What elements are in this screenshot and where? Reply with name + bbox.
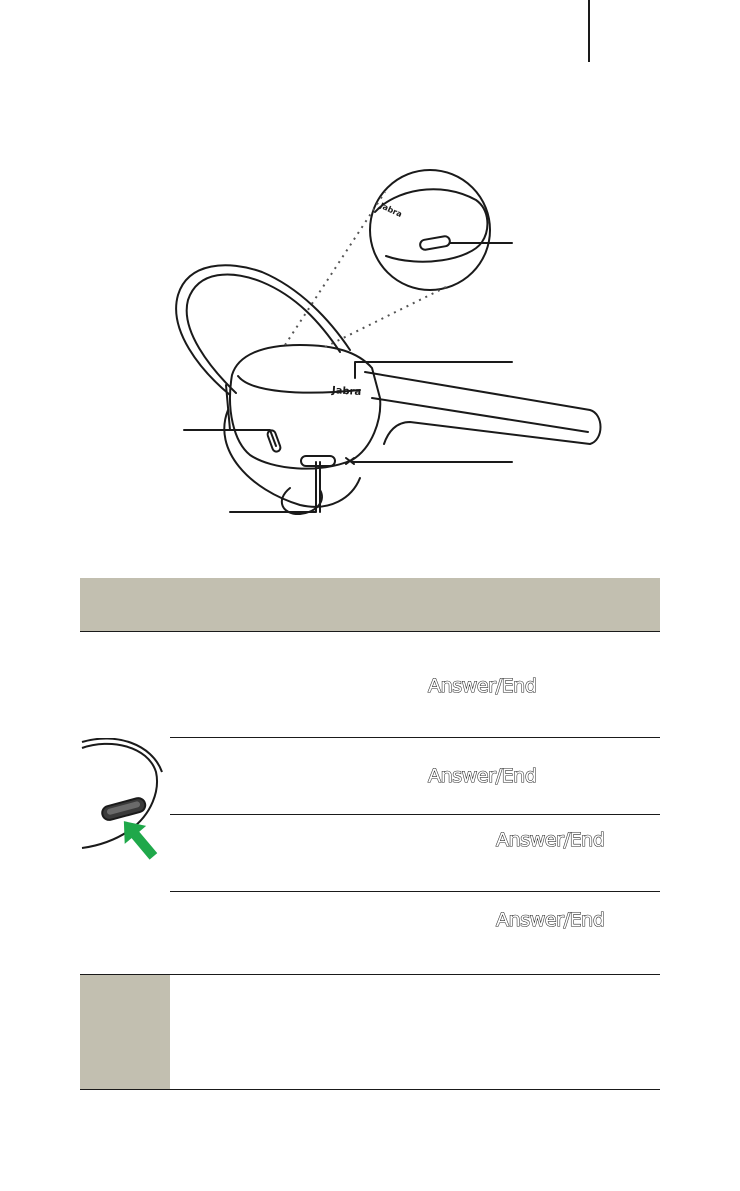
button-closeup-illustration: [80, 738, 170, 868]
zoom-circle: [370, 170, 490, 290]
table-bottom-rule: [80, 1089, 660, 1090]
answer-end-button: [301, 456, 335, 466]
row-rule-2: [170, 814, 660, 815]
boom-arm: [365, 372, 601, 444]
headset-body: [230, 345, 380, 469]
button-label-row-1: Answer/End: [428, 675, 537, 697]
headset-illustration: [0, 0, 740, 560]
row-rule-1: [170, 737, 660, 738]
table-header-rule: [80, 631, 660, 632]
button-label-row-3: Answer/End: [496, 829, 605, 851]
note-cell: [80, 975, 170, 1089]
body-logo: Jabra: [331, 385, 362, 399]
table-header-band: [80, 578, 660, 631]
zoom-logo: Jabra: [378, 201, 404, 220]
button-label-row-4: Answer/End: [496, 909, 605, 931]
row-rule-3: [170, 891, 660, 892]
button-closeup: [101, 797, 147, 822]
press-arrow-icon: [113, 812, 164, 865]
button-label-row-2: Answer/End: [428, 765, 537, 787]
